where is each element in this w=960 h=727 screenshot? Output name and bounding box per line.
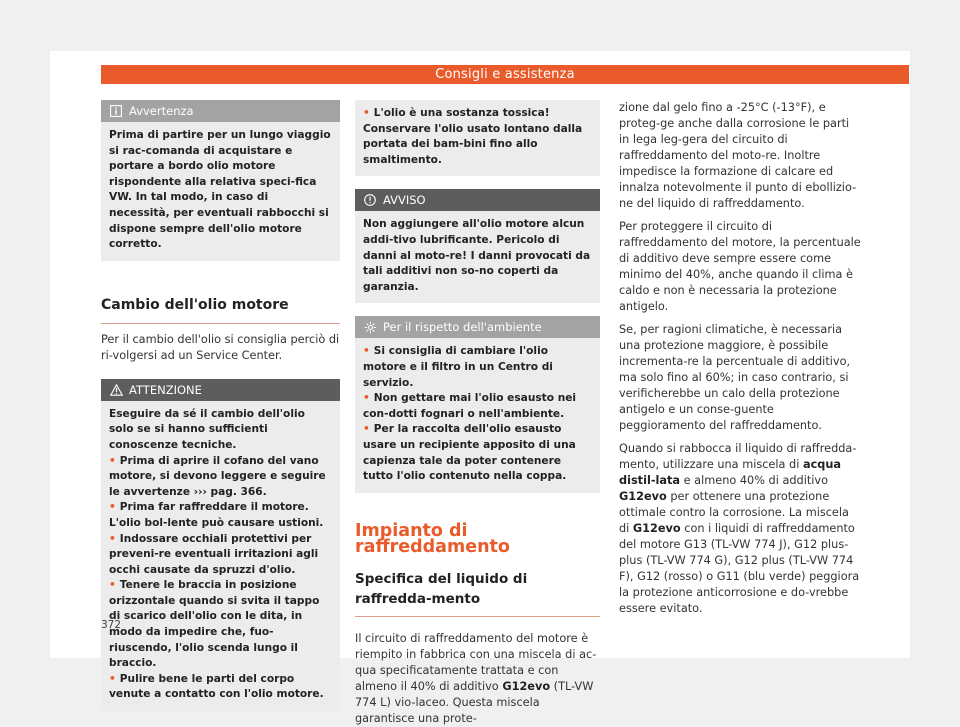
leaf-icon <box>363 320 377 334</box>
coolant-protection-paragraph: zione dal gelo fino a -25°C (-13°F), e proteg-ge anche dalla corrosione le parti in lega leg-gera del circuito di raffreddamento del moto-re. Inoltre impedisce la formazione di calcare ed innalza notevolmente il punto di ebollizio-ne del liquido di raffreddamento. <box>619 101 857 210</box>
info-circle-icon <box>363 193 377 207</box>
environment-title: Per il rispetto dell'ambiente <box>383 320 542 335</box>
notice-header <box>355 189 600 211</box>
list-item: • Per la raccolta dell'olio esausto usare un recipiente apposito di una capienza tale da poter contenere tutto l'olio contenuto nella coppa. <box>363 423 576 483</box>
coolant-paragraph: Il circuito di raffreddamento del motore è riempito in fabbrica con una miscela di ac-qua specificatamente trattata e con almeno il 40% di additivo G12evo (TL-VW 774 L) vio-laceo. Questa miscela garantisce una prote- <box>355 631 597 725</box>
list-item: • Prima far raffreddare il motore. L'olio bol-lente può causare ustioni. <box>109 501 324 529</box>
environment-header <box>355 316 600 338</box>
column-left <box>101 100 340 711</box>
document-page <box>50 51 910 725</box>
notice-text: Non aggiungere all'olio motore alcun addi-tivo lubrificante. Pericolo di danni al moto-re! I danni provocati da tali additivi non so-no coperti da garanzia. <box>363 218 591 293</box>
list-item: • Tenere le braccia in posizione orizzontale quando si svita il tappo di scarico dell'olio con le dita, in modo da impedire che, fuo-riuscendo, l'olio scenda lungo il braccio. <box>109 579 320 670</box>
additive-percentage-paragraph: Per proteggere il circuito di raffreddamento del motore, la percentuale di additivo deve sempre essere come minimo del 40%, anche quando il clima è caldo e non è necessaria la protezione antigelo. <box>619 220 861 313</box>
warning-triangle-icon <box>109 383 123 397</box>
toxic-warning-box <box>355 100 600 176</box>
list-item: • Indossare occhiali protettivi per preveni-re eventuali irritazioni agli occhi causate da spruzzi d'olio. <box>109 532 319 576</box>
list-item: • Si consiglia di cambiare l'olio motore e il filtro in un Centro di servizio. <box>363 345 553 389</box>
coolant-spec-subtitle: Specifica del liquido di raffredda-mento <box>355 569 600 617</box>
warning-note-text: Prima di partire per un lungo viaggio si rac-comanda di acquistare e portare a bordo olio motore rispondente alla relativa speci-fica VW. In tal modo, in caso di necessità, per eventuali rabbocchi si dispone sempre dell'olio motore corretto. <box>109 129 331 251</box>
page-reference-link[interactable]: ››› pag. 366. <box>193 485 267 498</box>
oil-change-title: Cambio dell'olio motore <box>101 297 340 324</box>
climate-paragraph: Se, per ragioni climatiche, è necessaria una protezione maggiore, è possibile incrementa-re la percentuale di additivo, ma solo fino al 60%; in caso contrario, si verificherebbe un calo della protezione antigelo e un conse-guente peggioramento del raffreddamento. <box>619 323 851 432</box>
page-number: 372 <box>101 619 122 631</box>
oil-change-paragraph: Per il cambio dell'olio si consiglia perciò di ri-volgersi ad un Service Center. <box>101 332 340 362</box>
page-header <box>101 65 909 84</box>
list-item: • Non gettare mai l'olio esausto nei con-dotti fognari o nell'ambiente. <box>363 392 577 420</box>
list-item: • Pulire bene le parti del corpo venute a contatto con l'olio motore. <box>109 672 324 701</box>
attention-title: ATTENZIONE <box>129 382 202 397</box>
warning-note-header <box>101 100 340 122</box>
attention-intro: Eseguire da sé il cambio dell'olio solo se si hanno sufficienti conoscenze tecniche. <box>109 407 305 451</box>
info-icon <box>109 104 123 118</box>
environment-box <box>355 316 600 492</box>
cooling-system-title: Impianto di raffreddamento <box>355 520 510 557</box>
notice-title: AVVISO <box>383 193 426 208</box>
column-right <box>619 100 862 617</box>
column-middle <box>355 100 600 727</box>
warning-note-title: Avvertenza <box>129 104 194 118</box>
topup-paragraph: Quando si rabbocca il liquido di raffredda-mento, utilizzare una miscela di acqua distil-lata e almeno 40% di additivo G12evo per ottenere una protezione ottimale contro la corrosione. La miscela di G12evo con i liquidi di raffreddamento del motore G13 (TL-VW 774 J), G12 plus-plus (TL-VW 774 G), G12 plus (TL-VW 774 F), G12 (rosso) o G11 (blu verde) peggiora la protezione anticorrosione e do-vrebbe essere evitato. <box>619 442 860 615</box>
notice-box <box>355 189 600 303</box>
warning-note-box <box>101 100 340 261</box>
toxic-warning-text: • L'olio è una sostanza tossica! Conservare l'olio usato lontano dalla portata dei bam-bini fino allo smaltimento. <box>363 107 583 166</box>
header-title: Consigli e assistenza <box>435 67 575 82</box>
list-item: • Prima di aprire il cofano del vano motore, si devono leggere e seguire le avvertenze ››› pag. 366. <box>109 454 326 498</box>
attention-box <box>101 379 340 711</box>
attention-header <box>101 379 340 401</box>
